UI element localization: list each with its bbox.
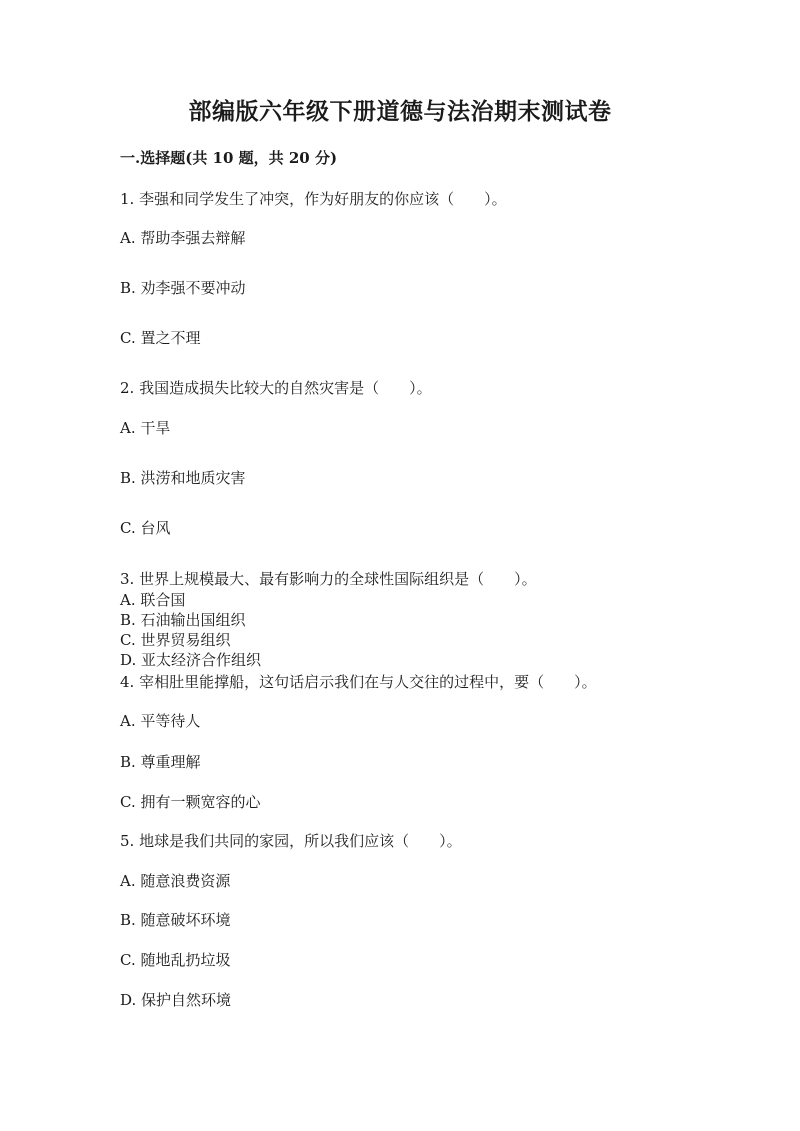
question-2-option-c: C. 台风 [120,519,171,537]
question-3-option-c: C. 世界贸易组织 [120,631,231,649]
question-4-option-b: B. 尊重理解 [120,753,201,771]
question-3-option-a: A. 联合国 [120,591,186,609]
question-4-option-c: C. 拥有一颗宽容的心 [120,793,261,811]
question-1-option-a: A. 帮助李强去辩解 [120,229,246,247]
question-1-stem: 1. 李强和同学发生了冲突，作为好朋友的你应该（ ）。 [120,190,507,208]
question-5-option-a: A. 随意浪费资源 [120,872,231,890]
question-5-stem: 5. 地球是我们共同的家园，所以我们应该（ ）。 [120,832,462,850]
question-1-option-b: B. 劝李强不要冲动 [120,279,246,297]
question-4-option-a: A. 平等待人 [120,712,201,730]
question-5-option-b: B. 随意破坏环境 [120,911,231,929]
question-3-option-d: D. 亚太经济合作组织 [120,651,262,669]
question-2-stem: 2. 我国造成损失比较大的自然灾害是（ ）。 [120,379,432,397]
question-2-option-a: A. 干旱 [120,419,171,437]
page-title: 部编版六年级下册道德与法治期末测试卷 [188,98,612,125]
question-5-option-d: D. 保护自然环境 [120,991,232,1009]
question-2-option-b: B. 洪涝和地质灾害 [120,469,246,487]
question-1-option-c: C. 置之不理 [120,329,201,347]
question-3-option-b: B. 石油输出国组织 [120,611,246,629]
question-4-stem: 4. 宰相肚里能撑船，这句话启示我们在与人交往的过程中，要（ ）。 [120,673,597,691]
question-5-option-c: C. 随地乱扔垃圾 [120,951,231,969]
question-3-stem: 3. 世界上规模最大、最有影响力的全球性国际组织是（ ）。 [120,570,537,588]
section-heading: 一.选择题(共 10 题，共 20 分) [120,149,338,167]
